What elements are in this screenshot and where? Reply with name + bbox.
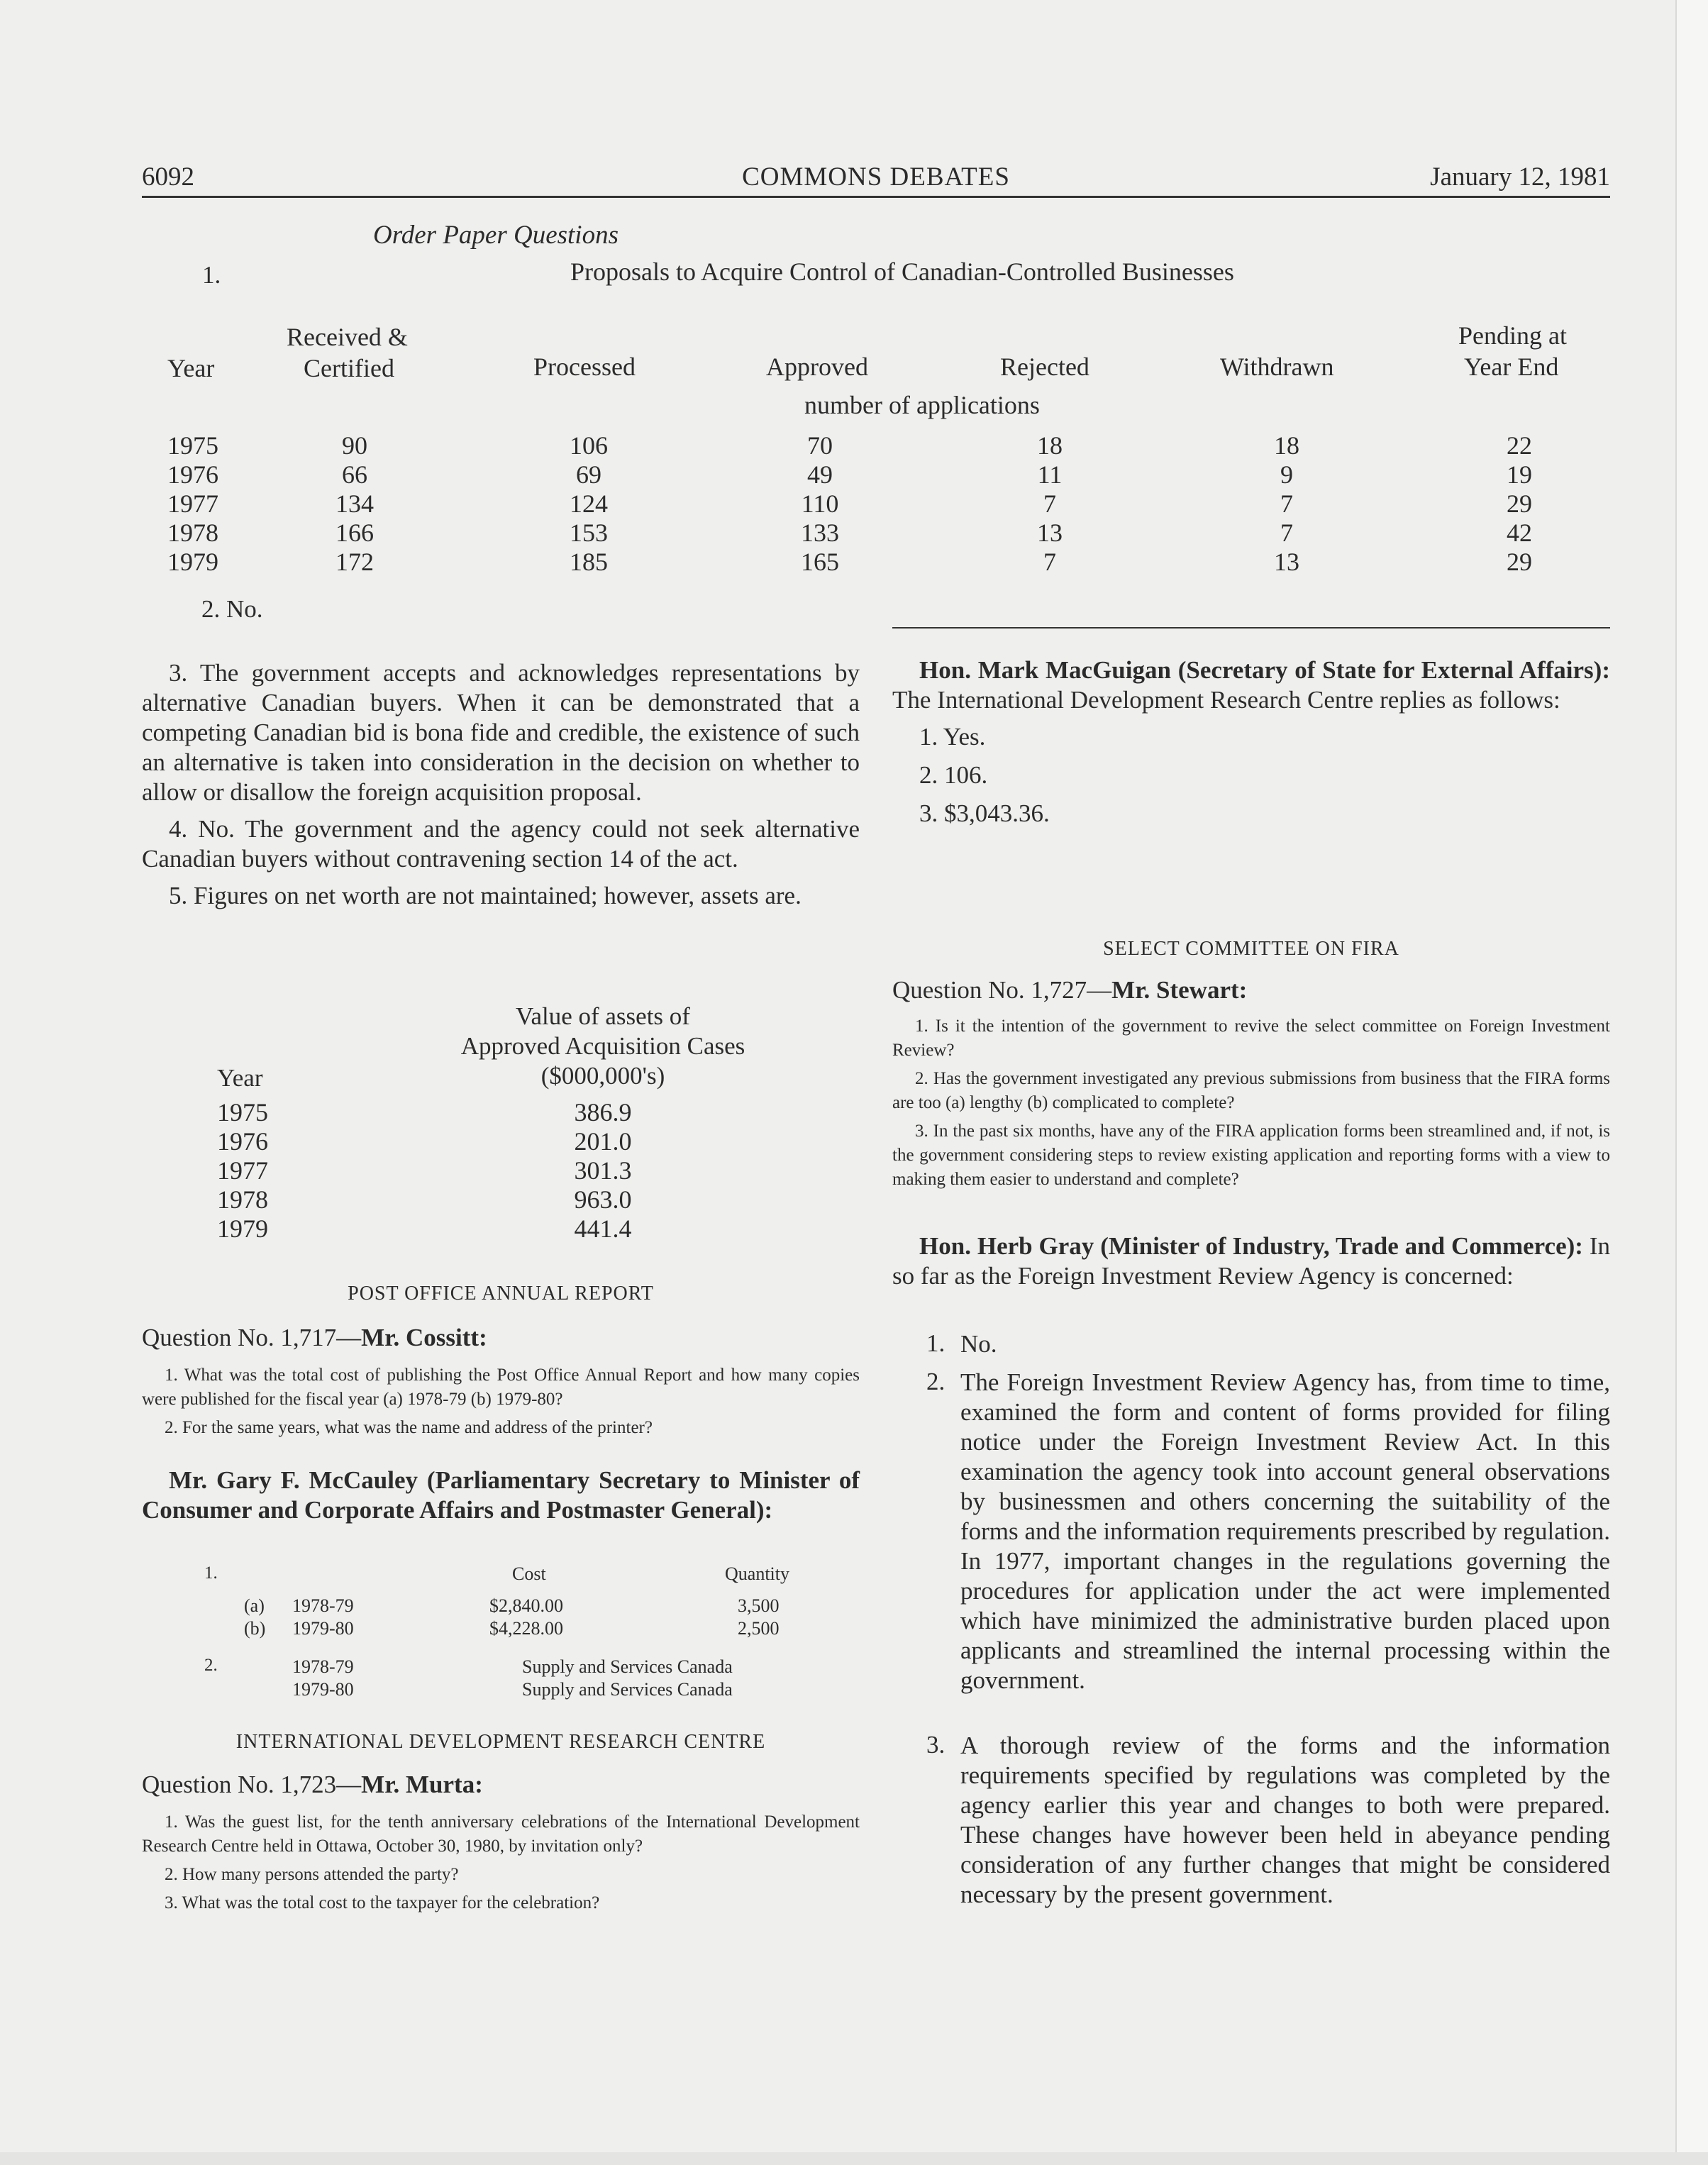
cost-row-labels	[244, 1595, 265, 1640]
table-cell: 49	[807, 460, 833, 489]
table-cell: 18	[1037, 431, 1063, 460]
question-member: Mr. Murta:	[361, 1771, 483, 1798]
question-text: 1. Is it the intention of the government to revive the select committee on Foreign Investment Review?	[892, 1017, 1610, 1060]
fira-heading: SELECT COMMITTEE ON FIRA	[1103, 938, 1399, 960]
col-header-pending-l1: Pending at	[1458, 321, 1567, 350]
question-text: 2. How many persons attended the party?	[165, 1865, 459, 1884]
table-cell: 7	[1043, 548, 1056, 576]
table-cell: 1979	[167, 548, 218, 576]
answer-number: 1.	[926, 1329, 946, 1357]
question-text: 3. In the past six months, have any of the FIRA application forms been streamlined and, if not, is the government considering steps to review existing application and reporting forms with a view to making them easier to understand and complete?	[892, 1122, 1610, 1189]
table-cell: 7	[1043, 489, 1056, 518]
printer-name: Supply and Services Canada	[522, 1679, 733, 1700]
question-text: 2. For the same years, what was the name and address of the printer?	[165, 1418, 653, 1437]
answer-item: The Foreign Investment Review Agency has, from time to time, examined the form and content of forms provided for filing notice under the Foreign Investment Review Act. In this examination the agency took into account general observations by businessmen and others concerning the suitability of the forms and the information requirements prescribed by regulation. In 1977, important changes in the regulations governing the procedures for application under the act were implemented which have minimized the administrative burden placed upon applicants and streamlined the internal processing within the government.	[960, 1368, 1610, 1694]
table-cell: 153	[570, 519, 608, 547]
assets-header-l1: Value of assets of	[516, 1002, 690, 1030]
table-cell: 66	[342, 460, 367, 489]
table-unit-label: number of applications	[804, 391, 1040, 419]
col-processed	[546, 431, 631, 577]
section-title: Order Paper Questions	[373, 221, 619, 250]
assets-header-l2: Approved Acquisition Cases	[460, 1032, 745, 1060]
cost-row-qty	[738, 1595, 780, 1640]
assets-header-l3: ($000,000's)	[540, 1062, 665, 1090]
col-received	[312, 431, 397, 577]
header-rule	[142, 196, 1610, 198]
question-member: Mr. Cossitt:	[361, 1324, 487, 1351]
cost-header: Cost	[512, 1563, 546, 1584]
assets-col-year	[217, 1098, 295, 1244]
post-office-heading: POST OFFICE ANNUAL REPORT	[348, 1283, 654, 1305]
table-cell: 185	[570, 548, 608, 576]
table-cell: 70	[807, 431, 833, 460]
row-year: 1978-79	[292, 1595, 354, 1616]
answer-item-5: 5. Figures on net worth are not maintained; however, assets are.	[169, 882, 802, 909]
answer-intro: In so far as the Foreign Investment Review Agency is concerned:	[892, 1232, 1610, 1290]
table-cell: 19	[1507, 460, 1532, 489]
col-header-received-l2: Certified	[304, 354, 394, 382]
question-1717	[142, 1324, 487, 1352]
table-cell: 133	[801, 519, 839, 547]
row-label: (a)	[244, 1595, 265, 1616]
speaker-name: Hon. Mark MacGuigan (Secretary of State for External Affairs):	[919, 656, 1610, 684]
table-cell: 301.3	[574, 1156, 632, 1185]
quantity-header: Quantity	[725, 1563, 789, 1584]
question-member: Mr. Stewart:	[1111, 976, 1248, 1004]
scan-bottom-edge	[0, 2152, 1708, 2165]
question-1727	[892, 976, 1247, 1004]
table-cell: 165	[801, 548, 839, 576]
answer-item: 2. 106.	[919, 761, 988, 789]
answer-number: 2.	[926, 1368, 946, 1395]
row-label: (b)	[244, 1618, 266, 1639]
table-cell: 201.0	[574, 1127, 632, 1156]
table-cell: 134	[336, 489, 374, 518]
table-cell: 18	[1274, 431, 1299, 460]
mccauley-speaker	[142, 1466, 860, 1525]
question-number: Question No. 1,723—	[142, 1771, 362, 1798]
answer-item: 3. $3,043.36.	[919, 799, 1050, 827]
row-cost: $4,228.00	[489, 1618, 563, 1639]
table-cell: 1976	[217, 1127, 268, 1156]
col-header-rejected: Rejected	[1000, 353, 1089, 381]
table-cell: 11	[1037, 460, 1063, 489]
table-cell: 124	[570, 489, 608, 518]
scan-edge	[1675, 0, 1708, 2165]
col-approved	[777, 431, 863, 577]
printer-name: Supply and Services Canada	[522, 1656, 733, 1677]
cost-row-years	[292, 1595, 354, 1640]
printer-names	[522, 1656, 733, 1701]
fira-questions	[892, 1014, 1610, 1196]
assets-col-value	[560, 1098, 645, 1244]
table-cell: 1978	[217, 1185, 268, 1214]
col-header-pending-l2: Year End	[1464, 353, 1559, 381]
cost-row-costs	[489, 1595, 563, 1640]
question-number: Question No. 1,727—	[892, 976, 1112, 1004]
col-header-withdrawn: Withdrawn	[1220, 353, 1334, 381]
answer-number: 3.	[926, 1731, 946, 1759]
question-number: Question No. 1,717—	[142, 1324, 362, 1351]
col-pending	[1477, 431, 1562, 577]
answer-item-3: 3. The government accepts and acknowledges representations by alternative Canadian buyers. When it can be demonstrated that a competing Canadian bid is bona fide and credible, the existence of such an alternative is taken into consideration in the decision on whether to allow or disallow the foreign acquisition proposal.	[142, 659, 860, 806]
table-cell: 963.0	[574, 1185, 632, 1214]
answer-item: A thorough review of the forms and the information requirements specified by regulations was completed by the agency earlier this year and changes to both were prepared. These changes have however been held in abeyance pending consideration of any further changes that might be considered necessary by the present government.	[960, 1732, 1610, 1908]
table-cell: 9	[1280, 460, 1293, 489]
answer-intro: The International Development Research Centre replies as follows:	[892, 686, 1560, 714]
col-rejected	[1007, 431, 1092, 577]
assets-year-header: Year	[217, 1064, 263, 1092]
table-number: 1.	[202, 261, 221, 289]
table-cell: 106	[570, 431, 608, 460]
page-number: 6092	[142, 162, 194, 192]
question-1723	[142, 1771, 483, 1799]
table-cell: 22	[1507, 431, 1532, 460]
cost-table-num1: 1.	[204, 1563, 218, 1583]
table-cell: 42	[1507, 519, 1532, 547]
table-cell: 172	[336, 548, 374, 576]
table-cell: 1979	[217, 1214, 268, 1243]
col-header-approved: Approved	[766, 353, 868, 381]
row-year: 1979-80	[292, 1618, 354, 1639]
table-cell: 29	[1507, 548, 1532, 576]
row-year: 1979-80	[292, 1679, 354, 1700]
col-header-year: Year	[167, 354, 215, 382]
table-cell: 1975	[167, 431, 218, 460]
column-rule	[892, 627, 1610, 629]
row-year: 1978-79	[292, 1656, 354, 1677]
table-cell: 13	[1037, 519, 1063, 547]
table-cell: 1976	[167, 460, 218, 489]
table-cell: 69	[576, 460, 601, 489]
table-cell: 1977	[167, 489, 218, 518]
post-office-questions	[142, 1363, 860, 1444]
question-text: 3. What was the total cost to the taxpayer for the celebration?	[165, 1893, 600, 1912]
printer-years	[292, 1656, 354, 1701]
answer-item-4: 4. No. The government and the agency could not seek alternative Canadian buyers without contravening section 14 of the act.	[142, 815, 860, 873]
idrc-heading: INTERNATIONAL DEVELOPMENT RESEARCH CENTRE	[235, 1731, 766, 1753]
question-text: 1. What was the total cost of publishing the Post Office Annual Report and how many copies were published for the fiscal year (a) 1978-79 (b) 1979-80?	[142, 1366, 860, 1409]
table-cell: 13	[1274, 548, 1299, 576]
row-qty: 3,500	[738, 1595, 780, 1616]
answer-item-2: 2. No.	[201, 595, 263, 623]
running-header	[142, 162, 1610, 196]
col-header-received-l1: Received &	[287, 323, 408, 351]
answer-item: 1. Yes.	[919, 723, 986, 751]
idrc-questions	[142, 1810, 860, 1920]
table-cell: 110	[801, 489, 839, 518]
macguigan-answer	[892, 655, 1610, 829]
speaker-name: Mr. Gary F. McCauley (Parliamentary Secretary to Minister of Consumer and Corporate Affairs and Postmaster General):	[142, 1466, 860, 1524]
table-cell: 1978	[167, 519, 218, 547]
table-cell: 90	[342, 431, 367, 460]
table-cell: 1977	[217, 1156, 268, 1185]
col-year	[167, 431, 245, 577]
table-cell: 7	[1280, 519, 1293, 547]
table-cell: 441.4	[574, 1214, 632, 1243]
col-withdrawn	[1244, 431, 1329, 577]
question-text: 1. Was the guest list, for the tenth anniversary celebrations of the International Development Research Centre held in Ottawa, October 30, 1980, by invitation only?	[142, 1812, 860, 1856]
speaker-name: Hon. Herb Gray (Minister of Industry, Trade and Commerce):	[919, 1232, 1583, 1260]
table-title: Proposals to Acquire Control of Canadian-Controlled Businesses	[570, 258, 1234, 286]
col-header-processed: Processed	[533, 353, 636, 381]
table-cell: 7	[1280, 489, 1293, 518]
table-cell: 386.9	[574, 1098, 632, 1126]
publication-title: COMMONS DEBATES	[742, 162, 1010, 192]
gray-intro	[892, 1231, 1610, 1291]
assets-header	[426, 1002, 780, 1091]
table-cell: 166	[336, 519, 374, 547]
row-cost: $2,840.00	[489, 1595, 563, 1616]
issue-date: January 12, 1981	[1430, 162, 1610, 192]
left-answers	[142, 658, 860, 911]
table-cell: 29	[1507, 489, 1532, 518]
question-text: 2. Has the government investigated any previous submissions from business that the FIRA forms are too (a) lengthy (b) complicated to complete?	[892, 1069, 1610, 1112]
table-cell: 1975	[217, 1098, 268, 1126]
answer-item: No.	[960, 1330, 997, 1358]
row-qty: 2,500	[738, 1618, 780, 1639]
cost-table-num2: 2.	[204, 1656, 218, 1675]
